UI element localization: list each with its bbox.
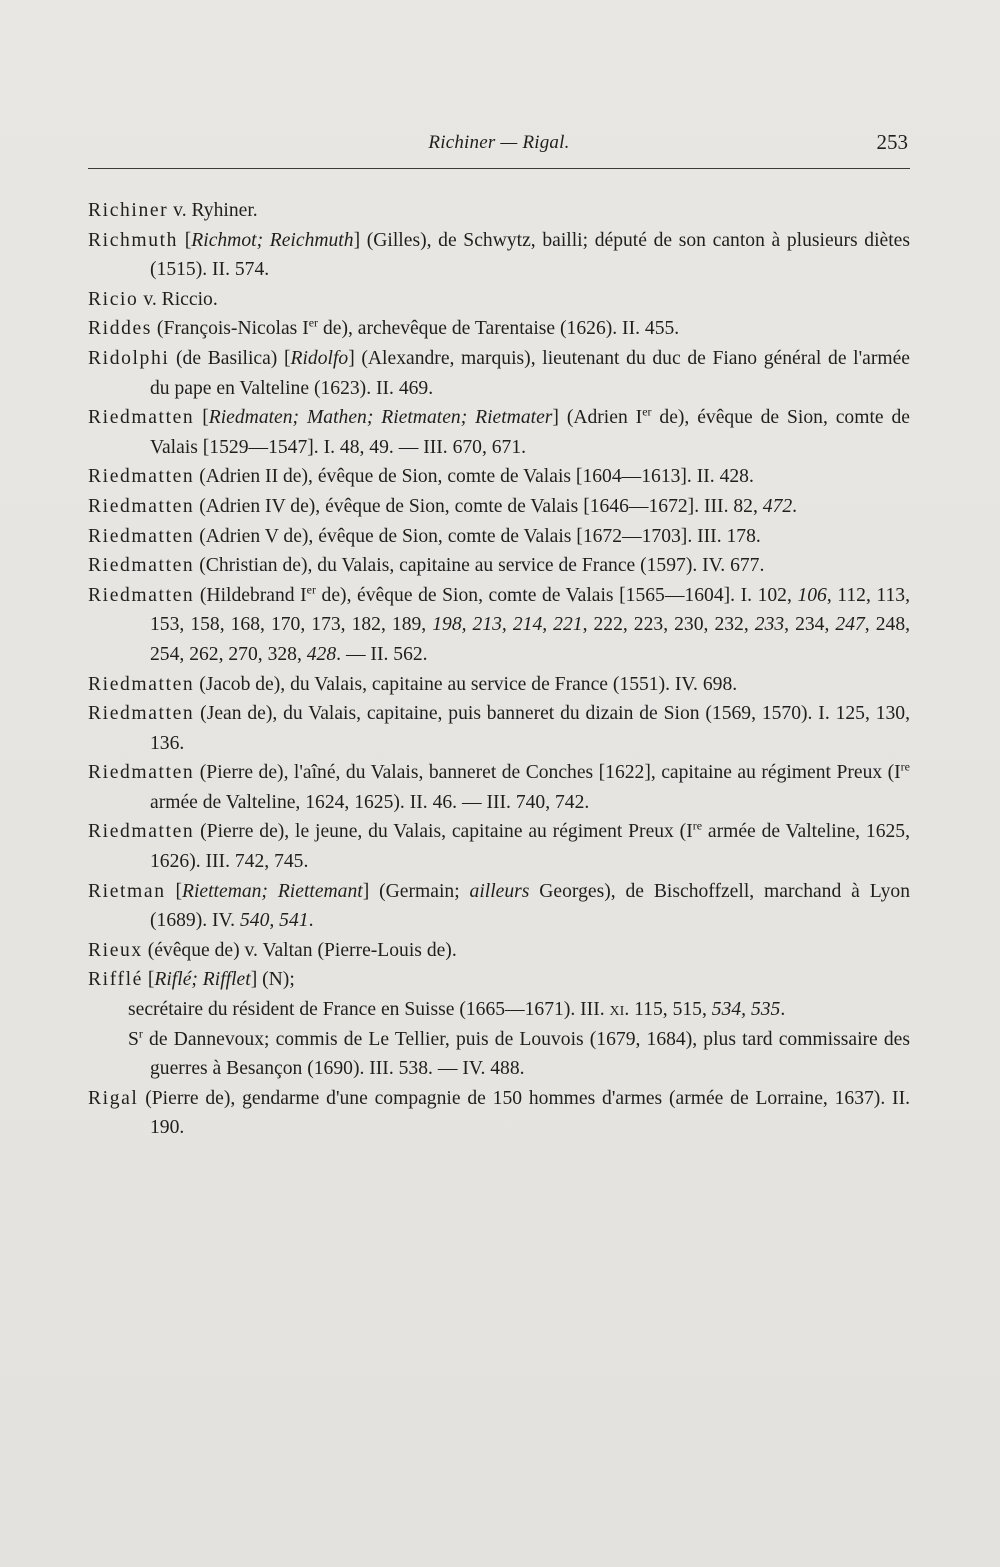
index-subentry: $S^r$ de Dannevoux; commis de Le Tellier, puis de Louvois (1679, 1684), plus tard commissaire des guerres à Besançon (1690). III. 538. — IV. 488. <box>128 1026 910 1080</box>
headword: Ricio <box>88 288 139 310</box>
index-entries <box>88 196 910 1143</box>
headword: Riedmatten <box>88 495 195 517</box>
index-entry: Riddes (François-Nicolas Ier de), archevêque de Tarentaise (1626). II. 455. <box>88 315 680 340</box>
index-entry: Ricio v. Riccio. <box>88 288 218 310</box>
running-head <box>88 128 910 164</box>
running-head-title: Richiner — Rigal. <box>428 132 570 153</box>
headword: Riddes <box>88 318 153 340</box>
headword: Rigal <box>88 1087 139 1109</box>
headword: Ridolphi <box>88 347 170 369</box>
page-number: 253 <box>876 130 908 154</box>
index-entry: Riedmatten (Jean de), du Valais, capitaine, puis banneret du dizain de Sion (1569, 1570). I. 125, 130, 136. <box>88 703 910 754</box>
index-entry: Richiner v. Ryhiner. <box>88 200 258 221</box>
headword: Riedmatten <box>88 555 195 577</box>
header-rule <box>88 168 910 169</box>
headword: Riedmatten <box>88 703 195 725</box>
headword: Rietman <box>88 880 166 902</box>
index-entry: Rifflé [Riflé; Rifflet] (N); <box>88 969 295 991</box>
index-entry: Rieux (évêque de) v. Valtan (Pierre-Louis de). <box>88 939 457 961</box>
headword: Riedmatten <box>88 821 195 843</box>
index-entry: Riedmatten (Jacob de), du Valais, capitaine au service de France (1551). IV. 698. <box>88 673 738 695</box>
headword: Richmuth <box>88 229 179 251</box>
index-entry: Riedmatten (Adrien IV de), évêque de Sion, comte de Valais [1646—1672]. III. 82, 472. <box>88 495 798 517</box>
index-entry: Riedmatten (Christian de), du Valais, capitaine au service de France (1597). IV. 677. <box>88 555 765 577</box>
index-entry: Riedmatten (Adrien V de), évêque de Sion, comte de Valais [1672—1703]. III. 178. <box>88 525 761 547</box>
headword: Riedmatten <box>88 525 195 547</box>
index-entry: Riedmatten (Hildebrand Ier de), évêque de Sion, comte de Valais [1565—1604]. I. 102, 106, 112, 113, 153, 158, 168, 170, 173, 182, 189, 198, 213, 214, 221, 222, 223, 230, 232, 233, 234, 247, 248, 254, 262, 270, 328, 428. — II. 562. <box>88 582 911 665</box>
index-entry: Riedmatten (Pierre de), l'aîné, du Valais, banneret de Conches [1622], capitaine au régiment Preux (Ire armée de Valteline, 1624, 1625). II. 46. — III. 740, 742. <box>88 759 910 813</box>
headword: Riedmatten <box>88 584 195 606</box>
headword: Riedmatten <box>88 762 195 784</box>
headword: Riedmatten <box>88 466 195 488</box>
index-entry: Rigal (Pierre de), gendarme d'une compagnie de 150 hommes d'armes (armée de Lorraine, 1637). II. 190. <box>88 1087 910 1139</box>
index-entry: Richmuth [Richmot; Reichmuth] (Gilles), de Schwytz, bailli; député de son canton à plusieurs diètes (1515). II. 574. <box>88 229 910 281</box>
index-entry: Ridolphi (de Basilica) [Ridolfo] (Alexandre, marquis), lieutenant du duc de Fiano général de l'armée du pape en Valteline (1623). II. 469. <box>88 347 910 399</box>
headword: Rieux <box>88 939 143 961</box>
index-entry: Riedmatten (Adrien II de), évêque de Sion, comte de Valais [1604—1613]. II. 428. <box>88 466 754 488</box>
index-subentry: secrétaire du résident de France en Suisse (1665—1671). III. xi. 115, 515, 534, 535. <box>128 999 786 1021</box>
index-entry: Riedmatten (Pierre de), le jeune, du Valais, capitaine au régiment Preux (Ire armée de Valteline, 1625, 1626). III. 742, 745. <box>88 818 910 873</box>
headword: Rifflé <box>88 969 143 991</box>
headword: Richiner <box>88 200 169 221</box>
headword: Riedmatten <box>88 407 195 429</box>
headword: Riedmatten <box>88 673 195 695</box>
index-entry: Rietman [Rietteman; Riettemant] (Germain; ailleurs Georges), de Bischoffzell, marchand à Lyon (1689). IV. 540, 541. <box>88 880 910 932</box>
index-entry: Riedmatten [Riedmaten; Mathen; Rietmaten; Rietmater] (Adrien Ier de), évêque de Sion, comte de Valais [1529—1547]. I. 48, 49. — III. 670, 671. <box>88 404 911 458</box>
